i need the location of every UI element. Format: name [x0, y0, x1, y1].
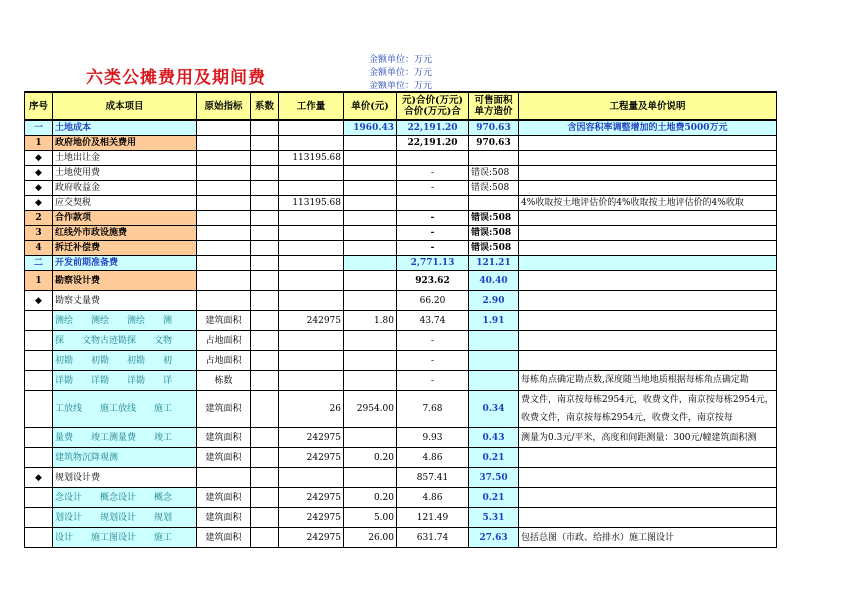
table-row — [25, 166, 777, 181]
table-cell: 242975 — [279, 508, 344, 528]
table-cell: 建筑面积 — [197, 428, 251, 448]
table-cell: 242975 — [279, 488, 344, 508]
table-cell — [251, 256, 279, 271]
table-cell — [344, 136, 397, 151]
header-cell: 序号 — [25, 92, 53, 120]
table-cell: 探 文物古迹勘探 文物 — [53, 331, 197, 351]
table-cell — [279, 291, 344, 311]
table-cell — [197, 151, 251, 166]
table-cell — [344, 241, 397, 256]
table-row — [25, 136, 777, 151]
table-cell: 占地面积 — [197, 351, 251, 371]
header-cell: 系数 — [251, 92, 279, 120]
table-cell — [251, 136, 279, 151]
table-cell: 857.41 — [397, 468, 469, 488]
table-cell — [25, 528, 53, 548]
table-cell: 1.91 — [469, 311, 519, 331]
table-cell — [519, 311, 777, 331]
table-cell: 建筑面积 — [197, 448, 251, 468]
table-cell: 设计 施工图设计 施工 — [53, 528, 197, 548]
table-cell: 0.21 — [469, 448, 519, 468]
table-row — [25, 256, 777, 271]
table-cell: 121.21 — [469, 256, 519, 271]
table-cell: 113195.68 — [279, 196, 344, 211]
table-cell — [344, 371, 397, 391]
table-cell — [397, 151, 469, 166]
table-cell: 27.63 — [469, 528, 519, 548]
table-row — [25, 181, 777, 196]
table-cell — [469, 351, 519, 371]
table-cell: 1 — [25, 271, 53, 291]
table-row — [25, 371, 777, 391]
table-cell — [469, 151, 519, 166]
table-cell — [519, 166, 777, 181]
table-cell — [251, 351, 279, 371]
table-cell — [279, 136, 344, 151]
table-cell — [519, 488, 777, 508]
header-cell: 可售面积单方造价 — [469, 92, 519, 120]
table-cell: 2 — [25, 211, 53, 226]
table-cell — [197, 226, 251, 241]
table-cell — [197, 166, 251, 181]
table-cell: 初勘 初勘 初勘 初 — [53, 351, 197, 371]
table-cell — [197, 256, 251, 271]
table-cell — [251, 151, 279, 166]
table-cell: - — [397, 166, 469, 181]
table-row — [25, 120, 777, 136]
table-cell: 错误:508 — [469, 181, 519, 196]
table-cell: 每栋角点确定勘点数,深度随当地地质根据每栋角点确定勘 — [519, 371, 777, 391]
table-cell: 0.20 — [344, 448, 397, 468]
table-row — [25, 271, 777, 291]
table-cell: 242975 — [279, 311, 344, 331]
table-cell: 错误:508 — [469, 211, 519, 226]
table-row — [25, 468, 777, 488]
table-cell: 建筑面积 — [197, 508, 251, 528]
header-cell: 工程量及单价说明 — [519, 92, 777, 120]
table-row — [25, 488, 777, 508]
table-cell: 费文件，南京按每栋2954元，收费文件，南京按每栋2954元，收费文件，南京按每栋2954元，收费文件，南京按每 — [519, 391, 777, 428]
table-cell: 政府地价及相关费用 — [53, 136, 197, 151]
table-cell — [25, 331, 53, 351]
page-title: 六类公摊费用及期间费 — [86, 68, 266, 88]
table-cell: 121.49 — [397, 508, 469, 528]
table-cell: 错误:508 — [469, 166, 519, 181]
table-cell: 错误:508 — [469, 226, 519, 241]
table-cell: 土地出让金 — [53, 151, 197, 166]
table-cell: - — [397, 211, 469, 226]
table-cell: 勘察丈量费 — [53, 291, 197, 311]
table-cell: 量费 竣工测量费 竣工 — [53, 428, 197, 448]
header-cell: 工作量 — [279, 92, 344, 120]
table-cell — [344, 256, 397, 271]
table-cell — [251, 468, 279, 488]
table-row — [25, 351, 777, 371]
table-cell: 包括总图（市政、给排水）施工图设计 — [519, 528, 777, 548]
table-row — [25, 226, 777, 241]
table-cell — [344, 351, 397, 371]
table-cell — [279, 181, 344, 196]
table-cell: 2.90 — [469, 291, 519, 311]
table-cell — [251, 166, 279, 181]
header-cell: 原始指标 — [197, 92, 251, 120]
table-cell: ◆ — [25, 291, 53, 311]
table-cell: - — [397, 331, 469, 351]
table-cell — [251, 271, 279, 291]
table-cell — [25, 371, 53, 391]
table-cell: ◆ — [25, 166, 53, 181]
table-cell: 政府收益金 — [53, 181, 197, 196]
table-cell: 0.43 — [469, 428, 519, 448]
table-cell: - — [397, 351, 469, 371]
table-cell — [25, 508, 53, 528]
table-cell — [279, 271, 344, 291]
table-cell: 0.34 — [469, 391, 519, 428]
table-cell: 0.20 — [344, 488, 397, 508]
table-cell — [344, 291, 397, 311]
header-cell: 单价(元) — [344, 92, 397, 120]
table-cell: - — [397, 241, 469, 256]
table-row — [25, 508, 777, 528]
table-cell — [519, 136, 777, 151]
table-cell: - — [397, 371, 469, 391]
table-cell: 4%收取按土地评估价的4%收取按土地评估价的4%收取 — [519, 196, 777, 211]
table-cell: 631.74 — [397, 528, 469, 548]
table-cell — [279, 351, 344, 371]
table-cell — [251, 391, 279, 428]
table-cell — [519, 331, 777, 351]
table-cell: 26 — [279, 391, 344, 428]
table-cell: 242975 — [279, 428, 344, 448]
table-cell — [279, 211, 344, 226]
table-cell — [197, 241, 251, 256]
header-cell: 元)合价(万元)合价(万元)合 — [397, 92, 469, 120]
table-cell — [197, 136, 251, 151]
table-cell — [469, 371, 519, 391]
table-row — [25, 311, 777, 331]
table-cell — [279, 256, 344, 271]
table-cell — [519, 151, 777, 166]
cost-table — [24, 91, 777, 548]
table-cell: 二 — [25, 256, 53, 271]
table-cell — [25, 448, 53, 468]
table-cell: 1960.43 — [344, 120, 397, 136]
table-cell: 66.20 — [397, 291, 469, 311]
table-cell — [519, 291, 777, 311]
table-cell: 4.86 — [397, 448, 469, 468]
table-cell: 占地面积 — [197, 331, 251, 351]
table-cell — [251, 196, 279, 211]
table-cell — [251, 120, 279, 136]
table-row — [25, 151, 777, 166]
table-cell — [25, 488, 53, 508]
table-cell: 26.00 — [344, 528, 397, 548]
table-row — [25, 241, 777, 256]
table-row — [25, 391, 777, 428]
table-cell — [251, 448, 279, 468]
table-cell — [279, 371, 344, 391]
table-cell: 栋数 — [197, 371, 251, 391]
table-cell — [251, 371, 279, 391]
table-cell: 建筑面积 — [197, 528, 251, 548]
table-cell — [279, 166, 344, 181]
table-cell — [519, 241, 777, 256]
table-cell — [397, 196, 469, 211]
table-cell: 7.68 — [397, 391, 469, 428]
table-cell: 0.21 — [469, 488, 519, 508]
table-cell — [344, 181, 397, 196]
table-cell: 合作款项 — [53, 211, 197, 226]
table-cell — [197, 468, 251, 488]
table-cell: 划设计 规划设计 规划 — [53, 508, 197, 528]
table-cell: 错误:508 — [469, 241, 519, 256]
table-cell: 242975 — [279, 528, 344, 548]
table-cell: 开发前期准备费 — [53, 256, 197, 271]
table-cell: 9.93 — [397, 428, 469, 448]
table-cell: - — [397, 181, 469, 196]
table-cell: 土地使用费 — [53, 166, 197, 181]
table-cell: 规划设计费 — [53, 468, 197, 488]
table-cell — [251, 211, 279, 226]
table-cell: 22,191.20 — [397, 120, 469, 136]
table-cell — [251, 508, 279, 528]
table-cell: 970.63 — [469, 136, 519, 151]
table-cell: 红线外市政设施费 — [53, 226, 197, 241]
table-cell — [279, 226, 344, 241]
table-cell — [519, 508, 777, 528]
table-cell — [251, 241, 279, 256]
table-row — [25, 448, 777, 468]
table-cell: 40.40 — [469, 271, 519, 291]
table-cell: 3 — [25, 226, 53, 241]
header-row — [25, 92, 777, 120]
table-cell: 5.31 — [469, 508, 519, 528]
table-cell — [519, 351, 777, 371]
table-cell: ◆ — [25, 181, 53, 196]
table-cell: - — [397, 226, 469, 241]
table-cell — [197, 181, 251, 196]
table-cell — [344, 211, 397, 226]
table-cell — [251, 331, 279, 351]
table-cell — [519, 211, 777, 226]
table-cell — [279, 120, 344, 136]
table-cell — [344, 166, 397, 181]
table-cell — [279, 331, 344, 351]
table-row — [25, 211, 777, 226]
table-cell: 970.63 — [469, 120, 519, 136]
table-cell — [469, 196, 519, 211]
table-cell — [519, 468, 777, 488]
table-cell: 工放线 施工放线 施工 — [53, 391, 197, 428]
unit-note: 金额单位：万元 — [369, 68, 433, 78]
table-cell: 1.80 — [344, 311, 397, 331]
table-cell: ◆ — [25, 196, 53, 211]
unit-note: 金额单位：万元 — [369, 55, 433, 65]
table-cell — [279, 468, 344, 488]
table-cell: 2954.00 — [344, 391, 397, 428]
table-cell: 2,771.13 — [397, 256, 469, 271]
table-cell — [197, 271, 251, 291]
table-cell — [519, 181, 777, 196]
table-cell: 一 — [25, 120, 53, 136]
table-row — [25, 331, 777, 351]
table-cell — [344, 468, 397, 488]
table-cell — [197, 291, 251, 311]
table-cell — [197, 211, 251, 226]
table-cell — [197, 196, 251, 211]
table-cell: 含因容积率调整增加的土地费5000万元 — [519, 120, 777, 136]
table-cell — [251, 528, 279, 548]
table-cell — [344, 271, 397, 291]
table-cell — [469, 331, 519, 351]
table-cell — [279, 241, 344, 256]
table-cell: 念设计 概念设计 概念 — [53, 488, 197, 508]
table-cell — [251, 226, 279, 241]
table-cell — [519, 448, 777, 468]
table-cell: 4 — [25, 241, 53, 256]
table-cell: 建筑物沉降观测 — [53, 448, 197, 468]
table-cell — [25, 351, 53, 371]
table-cell — [25, 311, 53, 331]
table-cell: 4.86 — [397, 488, 469, 508]
table-cell: 应交契税 — [53, 196, 197, 211]
table-cell: 5.00 — [344, 508, 397, 528]
table-cell: 建筑面积 — [197, 311, 251, 331]
table-cell — [344, 331, 397, 351]
table-cell: ◆ — [25, 468, 53, 488]
table-cell — [519, 226, 777, 241]
table-cell: 113195.68 — [279, 151, 344, 166]
table-row — [25, 196, 777, 211]
table-cell: 土地成本 — [53, 120, 197, 136]
table-row — [25, 528, 777, 548]
table-cell: 拆迁补偿费 — [53, 241, 197, 256]
table-row — [25, 291, 777, 311]
unit-note: 金额单位：万元 — [369, 81, 433, 90]
table-cell: 详勘 详勘 详勘 详 — [53, 371, 197, 391]
table-cell — [519, 271, 777, 291]
table-cell: 43.74 — [397, 311, 469, 331]
table-cell — [197, 120, 251, 136]
header-cell: 成本项目 — [53, 92, 197, 120]
table-cell: 22,191.20 — [397, 136, 469, 151]
table-cell — [251, 428, 279, 448]
table-cell: 建筑面积 — [197, 488, 251, 508]
table-cell: 勘察设计费 — [53, 271, 197, 291]
table-cell: 242975 — [279, 448, 344, 468]
table-cell — [344, 151, 397, 166]
table-cell: 923.62 — [397, 271, 469, 291]
table-row — [25, 428, 777, 448]
table-cell — [25, 391, 53, 428]
table-cell — [25, 428, 53, 448]
table-cell — [251, 311, 279, 331]
table-cell — [344, 226, 397, 241]
table-cell: 建筑面积 — [197, 391, 251, 428]
table-cell: 1 — [25, 136, 53, 151]
table-cell: 测量为0.3元/平米，高度和间距测量：300元/幢建筑面积测 — [519, 428, 777, 448]
table-cell — [344, 428, 397, 448]
table-cell — [251, 291, 279, 311]
table-cell — [251, 181, 279, 196]
table-cell: ◆ — [25, 151, 53, 166]
table-cell — [344, 196, 397, 211]
table-cell: 测绘 测绘 测绘 测 — [53, 311, 197, 331]
table-cell — [251, 488, 279, 508]
table-cell: 37.50 — [469, 468, 519, 488]
table-cell — [519, 256, 777, 271]
